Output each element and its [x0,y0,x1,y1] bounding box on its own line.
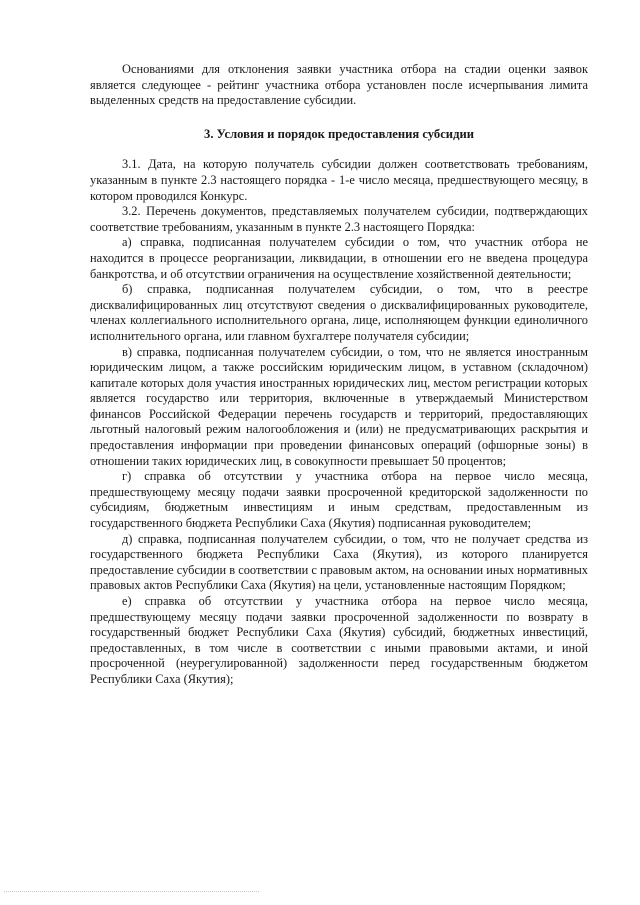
paragraph-item-g: г) справка об отсутствии у участника отбора на первое число месяца, предшествующему месяцу подачи заявки просроченной кредиторской задолженности по субсидиям, бюджетным инвестициям и иным средствам, предоставленным из государственного бюджета Республики Саха (Якутия) подписанная руководителем; [90,469,588,531]
paragraph-3-1: 3.1. Дата, на которую получатель субсидии должен соответствовать требованиям, указанным в пункте 2.3 настоящего порядка - 1-е число месяца, предшествующего месяцу, в котором проводился Конкурс. [90,157,588,203]
document-body [90,62,588,688]
intro-paragraph: Основаниями для отклонения заявки участника отбора на стадии оценки заявок является следующее - рейтинг участника отбора установлен после исчерпывания лимита выделенных средств на предоставление субсидии. [90,62,588,108]
section-heading: 3. Условия и порядок предоставления субсидии [204,126,474,141]
paragraph-item-v: в) справка, подписанная получателем субсидии, о том, что не является иностранным юридическим лицом, а также российским юридическим лицом, в уставном (складочном) капитале которых доля участия иностранных юридических лиц, местом регистрации которых является государство или территория, включенные в утверждаемый Министерством финансов Российской Федерации перечень государств и территорий, предоставляющих льготный налоговый режим налогообложения и (или) не предусматривающих раскрытия и предоставления информации при проведении финансовых операций (офшорные зоны) в отношении таких юридических лиц, в совокупности превышает 50 процентов; [90,344,588,468]
footer-divider [4,891,259,892]
paragraph-item-d: д) справка, подписанная получателем субсидии, о том, что не получает средства из государственного бюджета Республики Саха (Якутия), из которого планируется предоставление субсидии в соответствии с правовым актом, на основании иных нормативных правовых актов Республики Саха (Якутия) на цели, установленные настоящим Порядком; [90,531,588,593]
paragraph-item-e: е) справка об отсутствии у участника отбора на первое число месяца, предшествующему месяцу подачи заявки просроченной задолженности по возврату в государственный бюджет Республики Саха (Якутия) субсидий, бюджетных инвестиций, предоставленных, в том числе в соответствии с иными правовыми актами, и иной просроченной (неурегулированной) задолженности перед государственным бюджетом Республики Саха (Якутия); [90,594,588,686]
paragraph-item-a: а) справка, подписанная получателем субсидии о том, что участник отбора не находится в процессе реорганизации, ликвидации, в отношении его не введена процедура банкротства, и об отсутствии ограничения на осуществление хозяйственной деятельности; [90,235,588,281]
paragraph-3-2: 3.2. Перечень документов, представляемых получателем субсидии, подтверждающих соответствие требованиям, указанным в пункте 2.3 настоящего Порядка: [90,204,588,234]
paragraph-item-b: б) справка, подписанная получателем субсидии, о том, что в реестре дисквалифицированных лиц отсутствуют сведения о дисквалифицированных руководителе, членах коллегиального исполнительного органа, лице, исполняющем функции единоличного исполнительного органа, или главном бухгалтере получателя субсидии; [90,282,588,343]
